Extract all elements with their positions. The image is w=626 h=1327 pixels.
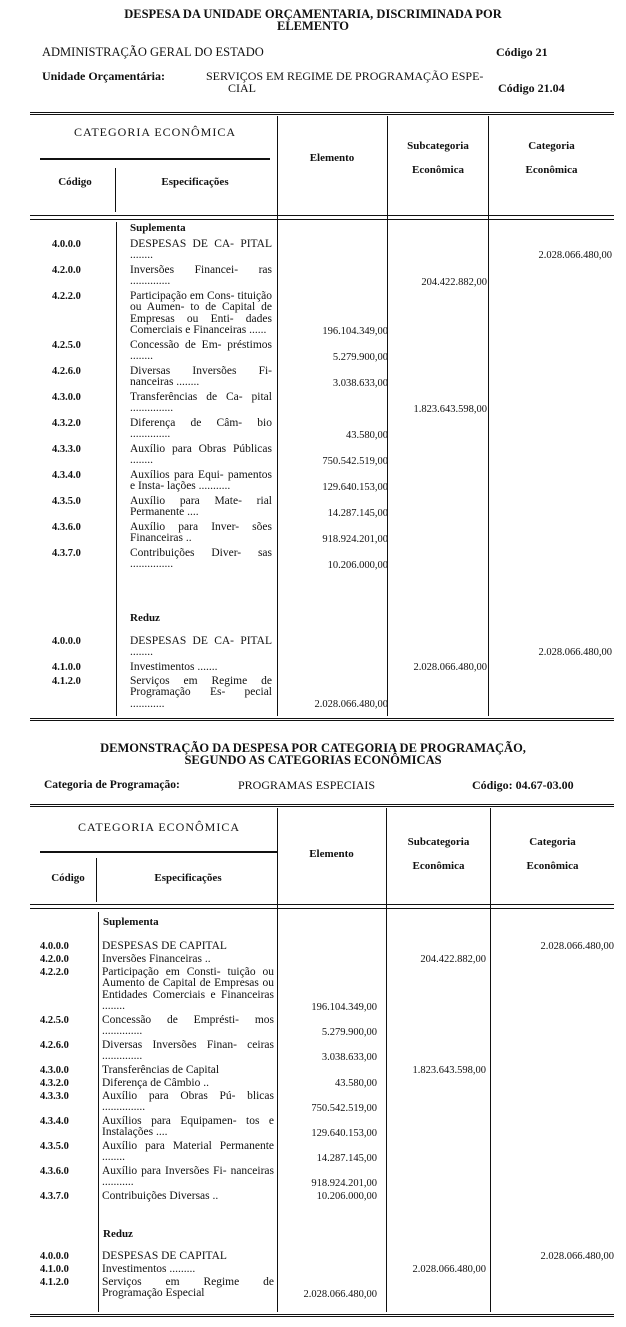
doc2-prog-label: Categoria de Programação: [44, 779, 180, 791]
table1-vline-spec [277, 116, 278, 716]
row-specification: Serviços em Regime de Programação Especial [102, 1276, 274, 1300]
row-categoria-value: 2.028.066.480,00 [538, 647, 612, 658]
row-subcategoria-value: 1.823.643.598,00 [412, 1065, 486, 1076]
table2-header-codigo: Código [51, 872, 85, 884]
row-code: 4.2.0.0 [52, 265, 81, 276]
row-code: 4.1.2.0 [40, 1277, 69, 1288]
row-code: 4.0.0.0 [52, 636, 81, 647]
row-specification: Auxílio para Obras Públicas ........ [130, 443, 272, 467]
row-elemento-value: 10.206.000,00 [327, 560, 388, 571]
doc1-title-line2: ELEMENTO [276, 19, 349, 33]
row-specification: DESPESAS DE CAPITAL [102, 940, 227, 952]
row-specification: Auxílio para Inversões Fi- nanceiras ........... [102, 1165, 274, 1189]
row-elemento-value: 129.640.153,00 [322, 482, 388, 493]
table2-header-subcat-line2: Econômica [412, 860, 465, 872]
row-elemento-value: 43.580,00 [346, 430, 388, 441]
table1-vline-code-hdr [115, 168, 116, 212]
row-elemento-value: 5.279.900,00 [321, 1027, 377, 1038]
row-elemento-value: 750.542.519,00 [322, 456, 388, 467]
row-elemento-value: 129.640.153,00 [311, 1128, 377, 1139]
row-code: 4.0.0.0 [52, 239, 81, 250]
table2-top-rule [30, 804, 614, 807]
row-specification: Diferença de Câm- bio .............. [130, 417, 272, 441]
doc1-org: ADMINISTRAÇÃO GERAL DO ESTADO [42, 45, 264, 59]
row-specification: Participação em Consti- tuição ou Aumento de Capital de Empresas ou Entidades Comerciais e Financeiras ........ [102, 966, 274, 1013]
table1-header-subcat-line2: Econômica [412, 164, 464, 176]
table2-label-reduz: Reduz [103, 1228, 133, 1240]
doc2-title-line1: DEMONSTRAÇÃO DA DESPESA POR CATEGORIA DE PROGRAMAÇÃO, [100, 741, 526, 755]
row-elemento-value: 918.924.201,00 [311, 1178, 377, 1189]
row-specification: Participação em Cons- tituição ou Aumen- to de Capital de Empresas ou Enti- dades Comerciais e Financeiras ...... [130, 290, 272, 337]
row-specification: Diversas Inversões Finan- ceiras .............. [102, 1039, 274, 1063]
table1-bottom-rule [30, 718, 614, 721]
table1-header-especificacoes: Especificações [161, 176, 229, 188]
row-specification: Auxílio para Mate- rial Permanente .... [130, 495, 272, 519]
row-specification: Diferença de Câmbio .. [102, 1077, 209, 1089]
table2-subheader-rule [40, 851, 278, 853]
table2-vline-code-hdr [96, 858, 97, 902]
row-categoria-value: 2.028.066.480,00 [540, 1251, 614, 1262]
row-elemento-value: 2.028.066.480,00 [314, 699, 388, 710]
table1-header-codigo: Código [58, 176, 92, 188]
row-specification: Contribuições Diver- sas ............... [130, 547, 272, 571]
table1-top-rule [30, 112, 614, 115]
table1-header-cat-line1: Categoria [528, 140, 575, 152]
row-code: 4.3.7.0 [52, 548, 81, 559]
row-code: 4.3.6.0 [52, 522, 81, 533]
row-specification: Auxílios para Equi- pamentos e Insta- lações ........... [130, 469, 272, 493]
row-code: 4.2.0.0 [40, 954, 69, 965]
row-code: 4.3.4.0 [52, 470, 81, 481]
row-code: 4.3.3.0 [40, 1091, 69, 1102]
table1-header-elemento: Elemento [309, 152, 355, 164]
table2-vline-elem [386, 808, 387, 1312]
row-code: 4.3.4.0 [40, 1116, 69, 1127]
row-code: 4.0.0.0 [40, 941, 69, 952]
doc2-title-line2: SEGUNDO AS CATEGORIAS ECONÔMICAS [184, 753, 442, 767]
row-specification: Investimentos ....... [130, 661, 218, 673]
row-code: 4.3.5.0 [52, 496, 81, 507]
table2-header-cat-line2: Econômica [526, 860, 579, 872]
table1-vline-sub [488, 116, 489, 716]
row-specification: Concessão de Em- préstimos ........ [130, 339, 272, 363]
row-code: 4.2.5.0 [52, 340, 81, 351]
row-specification: Transferências de Capital [102, 1064, 220, 1076]
table2-header-cat-econ: CATEGORIA ECONÔMICA [77, 820, 240, 834]
table1-header-cat-econ: CATEGORIA ECONÔMICA [73, 125, 236, 139]
row-specification: Investimentos ......... [102, 1263, 196, 1275]
row-code: 4.0.0.0 [40, 1251, 69, 1262]
row-code: 4.3.5.0 [40, 1141, 69, 1152]
row-code: 4.2.6.0 [40, 1040, 69, 1051]
row-specification: DESPESAS DE CAPITAL [102, 1250, 227, 1262]
table1-header-subcat-line1: Subcategoria [407, 140, 469, 152]
table2-header-especificacoes: Especificações [154, 872, 222, 884]
doc1-unit-label: Unidade Orçamentária: [42, 69, 165, 83]
table1-vline-elem [387, 116, 388, 716]
row-specification: Auxílio para Obras Pú- blicas ............... [102, 1090, 274, 1114]
row-code: 4.3.3.0 [52, 444, 81, 455]
row-code: 4.2.6.0 [52, 366, 81, 377]
row-specification: Inversões Financeiras .. [102, 953, 211, 965]
table1-subheader-rule [40, 158, 270, 160]
row-code: 4.3.7.0 [40, 1191, 69, 1202]
row-elemento-value: 10.206.000,00 [316, 1191, 377, 1202]
row-subcategoria-value: 2.028.066.480,00 [412, 1264, 486, 1275]
table2-vline-code [98, 912, 99, 1312]
table1-header-rule2 [30, 219, 614, 220]
table1-label-suplementa: Suplementa [130, 222, 186, 234]
doc2-prog-code: Código: 04.67-03.00 [472, 778, 574, 792]
row-specification: Auxílio para Inver- sões Financeiras .. [130, 521, 272, 545]
table2-header-rule2 [30, 908, 614, 909]
row-elemento-value: 14.287.145,00 [327, 508, 388, 519]
row-code: 4.3.0.0 [52, 392, 81, 403]
table2-label-suplementa: Suplementa [103, 916, 159, 928]
row-specification: Auxílio para Material Permanente ........ [102, 1140, 274, 1164]
row-subcategoria-value: 2.028.066.480,00 [413, 662, 487, 673]
row-specification: Transferências de Ca- pital ............... [130, 391, 272, 415]
table2-bottom-rule [30, 1314, 614, 1317]
row-code: 4.2.2.0 [52, 291, 81, 302]
row-specification: DESPESAS DE CA- PITAL ........ [130, 238, 272, 262]
row-code: 4.3.0.0 [40, 1065, 69, 1076]
table1-header-cat-line2: Econômica [525, 164, 578, 176]
row-specification: Serviços em Regime de Programação Es- pecial ............ [130, 675, 272, 710]
table2-vline-spec [277, 808, 278, 1312]
row-specification: Inversões Financei- ras .............. [130, 264, 272, 288]
row-elemento-value: 918.924.201,00 [322, 534, 388, 545]
table2-header-elemento: Elemento [309, 848, 354, 860]
row-elemento-value: 196.104.349,00 [311, 1002, 377, 1013]
row-categoria-value: 2.028.066.480,00 [540, 941, 614, 952]
row-subcategoria-value: 204.422.882,00 [421, 277, 487, 288]
doc1-unit-value-line1: SERVIÇOS EM REGIME DE PROGRAMAÇÃO ESPE- [206, 69, 484, 83]
row-elemento-value: 3.038.633,00 [321, 1052, 377, 1063]
row-elemento-value: 3.038.633,00 [332, 378, 388, 389]
doc1-org-code: Código 21 [496, 45, 548, 59]
row-specification: Auxílios para Equipamen- tos e Instalações .... [102, 1115, 274, 1139]
table2-header-subcat-line1: Subcategoria [407, 836, 470, 848]
doc1-unit-code: Código 21.04 [498, 81, 565, 95]
row-code: 4.3.6.0 [40, 1166, 69, 1177]
row-elemento-value: 196.104.349,00 [322, 326, 388, 337]
row-code: 4.2.2.0 [40, 967, 69, 978]
row-code: 4.1.2.0 [52, 676, 81, 687]
table2-header-rule [30, 904, 614, 905]
row-categoria-value: 2.028.066.480,00 [538, 250, 612, 261]
row-code: 4.3.2.0 [52, 418, 81, 429]
row-specification: Concessão de Emprésti- mos .............. [102, 1014, 274, 1038]
doc1-title-line1: DESPESA DA UNIDADE ORÇAMENTARIA, DISCRIMINADA POR [124, 7, 502, 21]
row-code: 4.1.0.0 [52, 662, 81, 673]
row-subcategoria-value: 204.422.882,00 [420, 954, 486, 965]
row-code: 4.2.5.0 [40, 1015, 69, 1026]
row-elemento-value: 2.028.066.480,00 [303, 1289, 377, 1300]
row-elemento-value: 5.279.900,00 [332, 352, 388, 363]
row-elemento-value: 14.287.145,00 [316, 1153, 377, 1164]
table1-vline-code [116, 222, 117, 716]
table2-header-cat-line1: Categoria [529, 836, 576, 848]
table2-vline-sub [490, 808, 491, 1312]
table1-header-rule [30, 215, 614, 216]
table1-label-reduz: Reduz [130, 612, 160, 624]
row-elemento-value: 43.580,00 [335, 1078, 377, 1089]
row-specification: DESPESAS DE CA- PITAL ........ [130, 635, 272, 659]
doc2-prog-value: PROGRAMAS ESPECIAIS [238, 778, 376, 792]
row-code: 4.1.0.0 [40, 1264, 69, 1275]
row-specification: Diversas Inversões Fi- nanceiras ........ [130, 365, 272, 389]
row-code: 4.3.2.0 [40, 1078, 69, 1089]
row-specification: Contribuições Diversas .. [102, 1190, 219, 1202]
row-subcategoria-value: 1.823.643.598,00 [413, 404, 487, 415]
row-elemento-value: 750.542.519,00 [311, 1103, 377, 1114]
doc1-unit-value-line2: CIAL [228, 81, 256, 95]
